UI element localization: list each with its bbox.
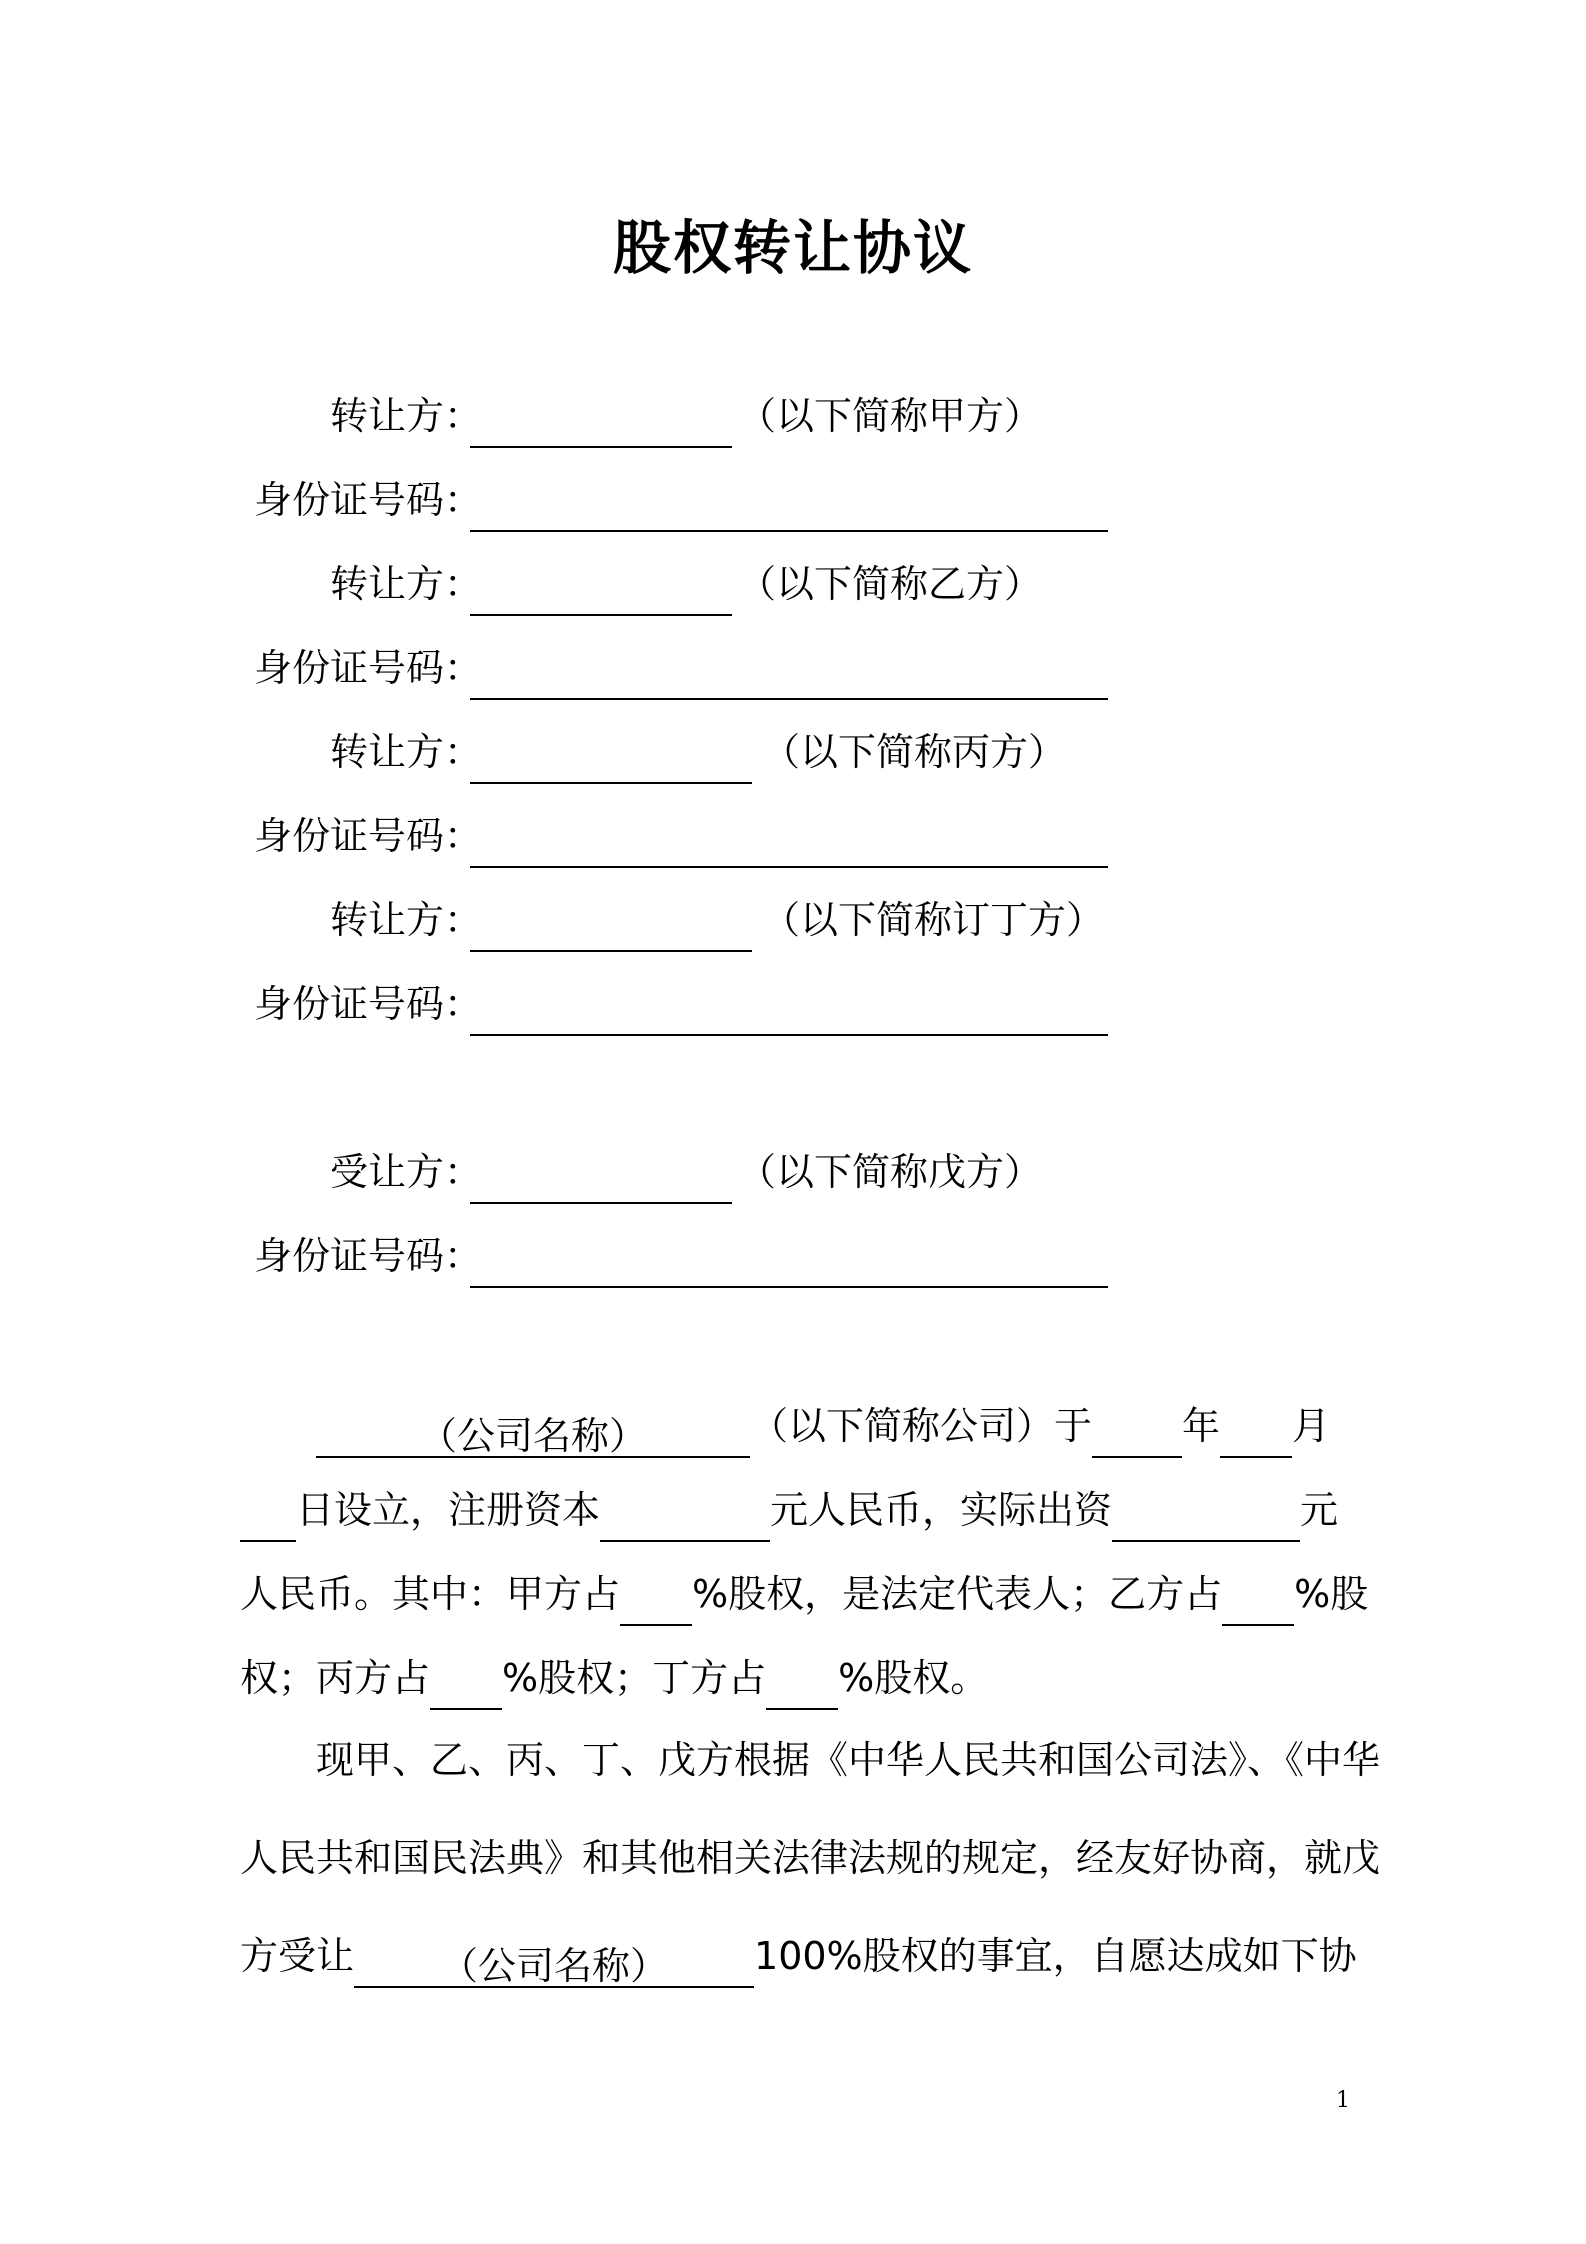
body-text: 元人民币，实际出资 bbox=[770, 1488, 1113, 1532]
body-text: %股权；丁方占 bbox=[502, 1656, 767, 1700]
party-c-share-blank[interactable] bbox=[430, 1656, 502, 1710]
body-text: 年 bbox=[1182, 1404, 1221, 1448]
party-1-id-blank[interactable] bbox=[470, 470, 1108, 532]
party-3-id-row bbox=[240, 804, 482, 868]
party-4-id-label: 身份证号码： bbox=[253, 982, 482, 1026]
transferee-role: 受让方： bbox=[329, 1150, 482, 1194]
party-1-name-blank[interactable] bbox=[470, 386, 732, 448]
party-4-row bbox=[240, 888, 482, 952]
body-line-1 bbox=[240, 1394, 1356, 1458]
body-line-2 bbox=[240, 1478, 1356, 1542]
party-1-id-label: 身份证号码： bbox=[253, 478, 482, 522]
body-text: 100%股权的事宜，自愿达成如下协 bbox=[754, 1934, 1357, 1978]
party-3-name-blank[interactable] bbox=[470, 722, 752, 784]
body-text: 方受让 bbox=[240, 1934, 355, 1978]
body-text: 日设立，注册资本 bbox=[296, 1488, 601, 1532]
body-text: %股权，是法定代表人；乙方占 bbox=[692, 1572, 1223, 1616]
year-blank[interactable] bbox=[1092, 1404, 1182, 1458]
party-3-role: 转让方： bbox=[329, 730, 482, 774]
party-4-alias: （以下简称订丁方） bbox=[762, 898, 1105, 942]
body-text: 人民共和国民法典》和其他相关法律法规的规定，经友好协商，就戊 bbox=[240, 1836, 1381, 1880]
party-2-id-label: 身份证号码： bbox=[253, 646, 482, 690]
month-blank[interactable] bbox=[1220, 1404, 1292, 1458]
party-2-name-blank[interactable] bbox=[470, 554, 732, 616]
party-4-role: 转让方： bbox=[329, 898, 482, 942]
body-text: （以下简称公司）于 bbox=[750, 1404, 1093, 1448]
body-text: 现甲、乙、丙、丁、戊方根据《中华人民共和国公司法》、《中华 bbox=[316, 1738, 1381, 1782]
body-line-5 bbox=[240, 1728, 1381, 1792]
transferee-id-label: 身份证号码： bbox=[253, 1234, 482, 1278]
party-3-row bbox=[240, 720, 482, 784]
transferee-id-row bbox=[240, 1224, 482, 1288]
transferee-name-blank[interactable] bbox=[470, 1142, 732, 1204]
body-text: 人民币。其中：甲方占 bbox=[240, 1572, 621, 1616]
party-2-id-row bbox=[240, 636, 482, 700]
party-3-id-blank[interactable] bbox=[470, 806, 1108, 868]
party-d-share-blank[interactable] bbox=[766, 1656, 838, 1710]
transferee-row bbox=[240, 1140, 482, 1204]
party-1-role: 转让方： bbox=[329, 394, 482, 438]
body-text: 权；丙方占 bbox=[240, 1656, 431, 1700]
registered-capital-blank[interactable] bbox=[600, 1488, 770, 1542]
party-4-id-blank[interactable] bbox=[470, 974, 1108, 1036]
paid-capital-blank[interactable] bbox=[1112, 1488, 1300, 1542]
party-3-alias: （以下简称丙方） bbox=[762, 730, 1067, 774]
body-text: %股权。 bbox=[838, 1656, 989, 1700]
party-2-role: 转让方： bbox=[329, 562, 482, 606]
body-text: 月 bbox=[1292, 1404, 1331, 1448]
party-2-row bbox=[240, 552, 482, 616]
document-title: 股权转让协议 bbox=[612, 214, 973, 282]
party-1-id-row bbox=[240, 468, 482, 532]
company-name-blank[interactable] bbox=[316, 1404, 750, 1458]
body-text: %股 bbox=[1294, 1572, 1369, 1616]
party-1-row bbox=[240, 384, 482, 448]
party-2-id-blank[interactable] bbox=[470, 638, 1108, 700]
party-1-alias: （以下简称甲方） bbox=[738, 394, 1043, 438]
company-placeholder: （公司名称） bbox=[440, 1944, 669, 1988]
body-line-3 bbox=[240, 1562, 1369, 1626]
party-4-name-blank[interactable] bbox=[470, 890, 752, 952]
party-2-alias: （以下简称乙方） bbox=[738, 562, 1043, 606]
party-4-id-row bbox=[240, 972, 482, 1036]
body-text: 元 bbox=[1300, 1488, 1339, 1532]
page-number: 1 bbox=[1336, 2088, 1350, 2113]
company-name-blank-2[interactable] bbox=[354, 1934, 754, 1988]
body-line-4 bbox=[240, 1646, 1356, 1710]
party-3-id-label: 身份证号码： bbox=[253, 814, 482, 858]
transferee-alias: （以下简称戊方） bbox=[738, 1150, 1043, 1194]
body-line-7 bbox=[240, 1924, 1356, 1988]
body-line-6 bbox=[240, 1826, 1381, 1890]
day-blank[interactable] bbox=[240, 1488, 296, 1542]
party-a-share-blank[interactable] bbox=[620, 1572, 692, 1626]
company-placeholder: （公司名称） bbox=[418, 1414, 647, 1458]
transferee-id-blank[interactable] bbox=[470, 1226, 1108, 1288]
party-b-share-blank[interactable] bbox=[1222, 1572, 1294, 1626]
